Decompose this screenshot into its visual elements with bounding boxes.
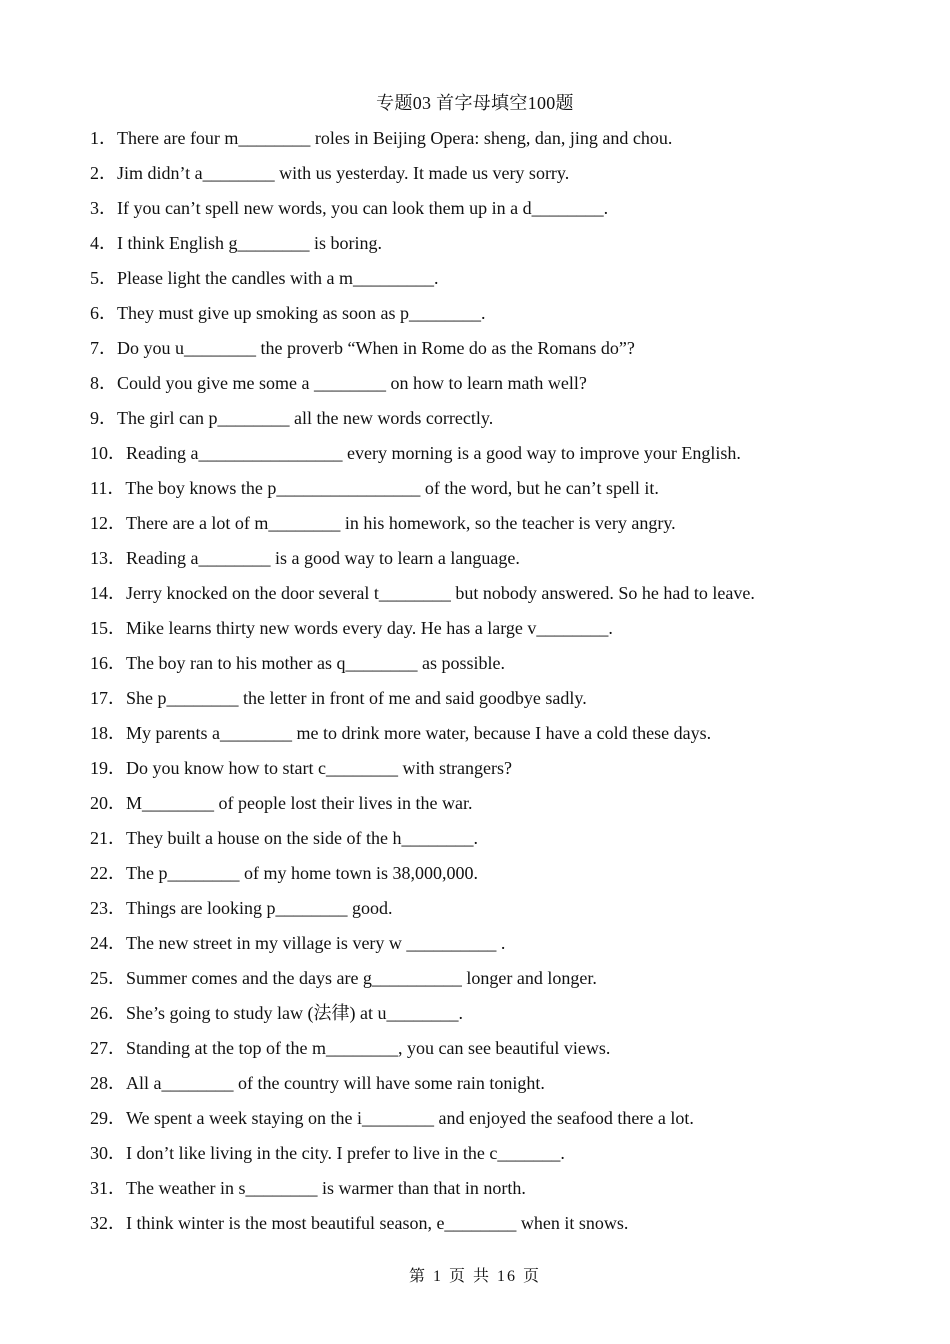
question-item bbox=[90, 651, 880, 686]
question-item bbox=[90, 546, 880, 581]
question-number: 16． bbox=[90, 653, 126, 673]
question-number: 27． bbox=[90, 1038, 126, 1058]
question-item bbox=[90, 581, 880, 616]
question-item bbox=[90, 406, 880, 441]
page-title: 专题03 首字母填空100题 bbox=[376, 93, 574, 113]
question-number: 14． bbox=[90, 583, 126, 603]
question-number: 13． bbox=[90, 548, 126, 568]
question-item bbox=[90, 826, 880, 861]
question-number: 23． bbox=[90, 898, 126, 918]
question-number: 29． bbox=[90, 1108, 126, 1128]
question-item bbox=[90, 721, 880, 756]
question-number: 18． bbox=[90, 723, 126, 743]
question-text: M________ of people lost their lives in the war. bbox=[126, 793, 473, 813]
question-number: 5． bbox=[90, 268, 117, 288]
question-number: 25． bbox=[90, 968, 126, 988]
question-item bbox=[90, 196, 880, 231]
question-text: Do you know how to start c________ with strangers? bbox=[126, 758, 512, 778]
question-number: 3． bbox=[90, 198, 117, 218]
question-item bbox=[90, 301, 880, 336]
question-number: 9． bbox=[90, 408, 117, 428]
question-text: The new street in my village is very w __________ . bbox=[126, 933, 506, 953]
question-item bbox=[90, 511, 880, 546]
question-number: 19． bbox=[90, 758, 126, 778]
question-item bbox=[90, 1176, 880, 1211]
question-number: 4． bbox=[90, 233, 117, 253]
question-number: 32． bbox=[90, 1213, 126, 1233]
question-number: 7． bbox=[90, 338, 117, 358]
question-item bbox=[90, 1141, 880, 1176]
question-item bbox=[90, 1106, 880, 1141]
question-text: We spent a week staying on the i________ and enjoyed the seafood there a lot. bbox=[126, 1108, 694, 1128]
question-number: 31． bbox=[90, 1178, 126, 1198]
question-number: 2． bbox=[90, 163, 117, 183]
question-number: 12． bbox=[90, 513, 126, 533]
question-number: 26． bbox=[90, 1003, 126, 1023]
question-item bbox=[90, 861, 880, 896]
question-text: Please light the candles with a m_________. bbox=[117, 268, 439, 288]
question-text: Could you give me some a ________ on how to learn math well? bbox=[117, 373, 587, 393]
question-text: Do you u________ the proverb “When in Rome do as the Romans do”? bbox=[117, 338, 635, 358]
question-item bbox=[90, 896, 880, 931]
question-text: They must give up smoking as soon as p________. bbox=[117, 303, 486, 323]
question-number: 21． bbox=[90, 828, 126, 848]
question-list bbox=[90, 126, 880, 1246]
question-text: Reading a________ is a good way to learn a language. bbox=[126, 548, 520, 568]
question-text: All a________ of the country will have some rain tonight. bbox=[126, 1073, 545, 1093]
question-item bbox=[90, 161, 880, 196]
question-text: My parents a________ me to drink more water, because I have a cold these days. bbox=[126, 723, 712, 743]
question-number: 20． bbox=[90, 793, 126, 813]
question-item bbox=[90, 1001, 880, 1036]
question-number: 1． bbox=[90, 128, 117, 148]
question-number: 30． bbox=[90, 1143, 126, 1163]
question-text: They built a house on the side of the h________. bbox=[126, 828, 478, 848]
question-text: Mike learns thirty new words every day. He has a large v________. bbox=[126, 618, 613, 638]
question-item bbox=[90, 371, 880, 406]
question-text: Summer comes and the days are g__________ longer and longer. bbox=[126, 968, 597, 988]
question-item bbox=[90, 336, 880, 371]
question-item bbox=[90, 266, 880, 301]
question-item bbox=[90, 791, 880, 826]
question-item bbox=[90, 476, 880, 511]
question-item bbox=[90, 966, 880, 1001]
question-text: The weather in s________ is warmer than that in north. bbox=[126, 1178, 526, 1198]
question-item bbox=[90, 441, 880, 476]
question-number: 11． bbox=[90, 478, 126, 498]
question-text: The girl can p________ all the new words correctly. bbox=[117, 408, 494, 428]
question-number: 28． bbox=[90, 1073, 126, 1093]
question-text: She p________ the letter in front of me and said goodbye sadly. bbox=[126, 688, 587, 708]
question-number: 22． bbox=[90, 863, 126, 883]
question-item bbox=[90, 1036, 880, 1071]
question-text: I think English g________ is boring. bbox=[117, 233, 382, 253]
question-text: There are four m________ roles in Beijing Opera: sheng, dan, jing and chou. bbox=[117, 128, 673, 148]
question-item bbox=[90, 931, 880, 966]
question-text: The boy knows the p________________ of the word, but he can’t spell it. bbox=[125, 478, 659, 498]
question-item bbox=[90, 1211, 880, 1246]
question-text: Standing at the top of the m________, you can see beautiful views. bbox=[126, 1038, 611, 1058]
question-item bbox=[90, 126, 880, 161]
question-text: She’s going to study law (法律) at u________. bbox=[126, 1003, 463, 1023]
question-text: The boy ran to his mother as q________ as possible. bbox=[126, 653, 505, 673]
question-text: I think winter is the most beautiful season, e________ when it snows. bbox=[126, 1213, 629, 1233]
question-text: Things are looking p________ good. bbox=[126, 898, 393, 918]
question-text: Jim didn’t a________ with us yesterday. It made us very sorry. bbox=[117, 163, 570, 183]
question-number: 6． bbox=[90, 303, 117, 323]
question-number: 8． bbox=[90, 373, 117, 393]
question-text: I don’t like living in the city. I prefer to live in the c_______. bbox=[126, 1143, 565, 1163]
question-item bbox=[90, 756, 880, 791]
question-item bbox=[90, 616, 880, 651]
question-item bbox=[90, 686, 880, 721]
question-text: Jerry knocked on the door several t________ but nobody answered. So he had to leave. bbox=[126, 583, 755, 603]
question-number: 10． bbox=[90, 443, 126, 463]
question-number: 24． bbox=[90, 933, 126, 953]
question-text: There are a lot of m________ in his homework, so the teacher is very angry. bbox=[126, 513, 676, 533]
question-number: 17． bbox=[90, 688, 126, 708]
question-text: If you can’t spell new words, you can look them up in a d________. bbox=[117, 198, 609, 218]
question-text: Reading a________________ every morning is a good way to improve your English. bbox=[126, 443, 741, 463]
page-footer: 第 1 页 共 16 页 bbox=[408, 1268, 541, 1285]
question-text: The p________ of my home town is 38,000,000. bbox=[126, 863, 478, 883]
question-item bbox=[90, 1071, 880, 1106]
question-number: 15． bbox=[90, 618, 126, 638]
question-item bbox=[90, 231, 880, 266]
